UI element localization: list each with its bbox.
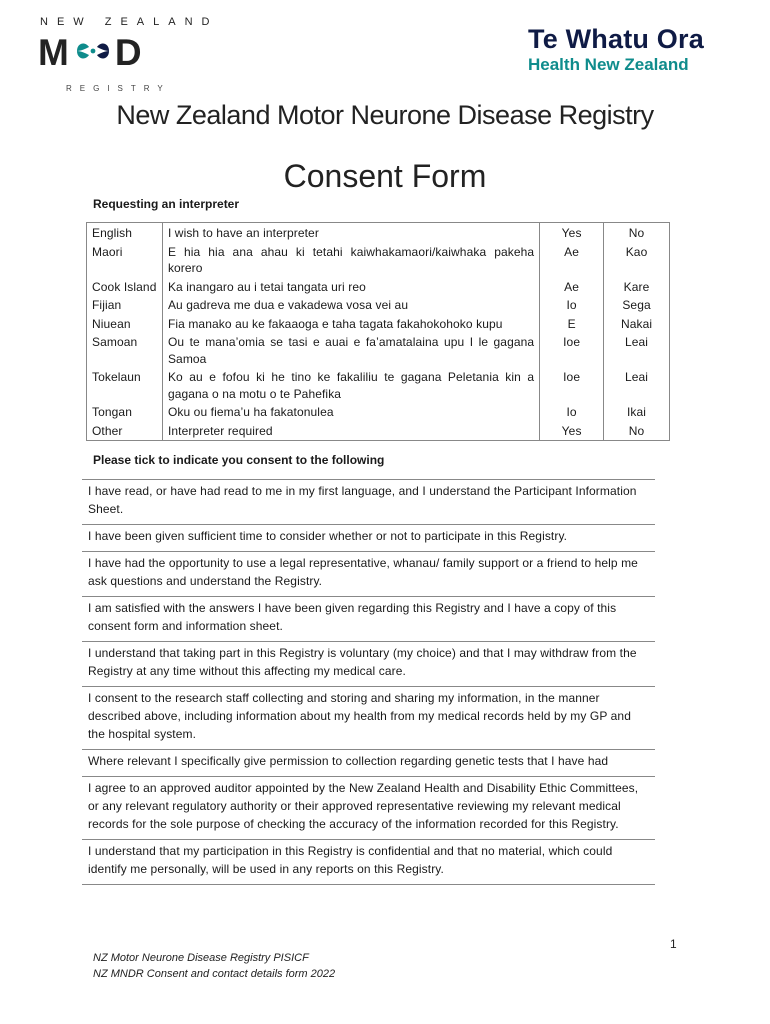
no-option-cell[interactable]: Kao [604, 243, 670, 278]
logo-top-text: NEW ZEALAND [40, 16, 219, 28]
request-text-cell: Fia manako au ke fakaaoga e taha tagata fakahokohoko kupu [162, 315, 539, 334]
no-option-cell[interactable]: Sega [604, 296, 670, 315]
no-option-cell[interactable]: No [604, 223, 670, 243]
interpreter-row [87, 278, 670, 297]
language-cell: Niuean [87, 315, 163, 334]
logo-main-text [38, 32, 144, 74]
interpreter-row [87, 333, 670, 368]
no-option-cell[interactable]: No [604, 422, 670, 441]
language-cell: Other [87, 422, 163, 441]
language-cell: Fijian [87, 296, 163, 315]
interpreter-row [87, 422, 670, 441]
language-cell: Tokelaun [87, 368, 163, 403]
interpreter-row [87, 223, 670, 243]
interpreter-row [87, 403, 670, 422]
te-whatu-ora-logo [528, 24, 738, 76]
interpreter-row [87, 296, 670, 315]
request-text-cell: Au gadreva me dua e vakadewa vosa vei au [162, 296, 539, 315]
interpreter-row [87, 243, 670, 278]
yes-option-cell[interactable]: Ioe [540, 368, 604, 403]
yes-option-cell[interactable]: Yes [540, 223, 604, 243]
interpreter-row [87, 368, 670, 403]
yes-option-cell[interactable]: Io [540, 296, 604, 315]
logo-te-whatu-ora: Te Whatu Ora [528, 24, 704, 54]
leaf-n-icon [71, 34, 115, 66]
no-option-cell[interactable]: Leai [604, 333, 670, 368]
language-cell: Samoan [87, 333, 163, 368]
interpreter-heading: Requesting an interpreter [93, 197, 240, 211]
consent-statement[interactable]: I understand that taking part in this Registry is voluntary (my choice) and that I may withdraw from the Registry at any time without this affecting my medical care. [82, 641, 655, 686]
interpreter-row [87, 315, 670, 334]
yes-option-cell[interactable]: E [540, 315, 604, 334]
logo-bottom-text: REGISTRY [66, 84, 171, 93]
language-cell: English [87, 223, 163, 243]
language-cell: Tongan [87, 403, 163, 422]
consent-statement[interactable]: I agree to an approved auditor appointed by the New Zealand Health and Disability Ethic Committees, or any relevant regulatory authority or their approved representative reviewing my relevant medical records for the sole purpose of checking the accuracy of the information recorded for this Registry. [82, 776, 655, 839]
no-option-cell[interactable]: Nakai [604, 315, 670, 334]
request-text-cell: Ko au e fofou ki he tino ke fakaliliu te gagana Peletania kin a gagana o na motu o te Pahefika [162, 368, 539, 403]
request-text-cell: Ka inangaro au i tetai tangata uri reo [162, 278, 539, 297]
request-text-cell: E hia hia ana ahau ki tetahi kaiwhakamaori/kaiwhaka pakeha korero [162, 243, 539, 278]
consent-statement[interactable]: I understand that my participation in this Registry is confidential and that no material, which could identify me personally, will be used in any reports on this Registry. [82, 839, 655, 885]
document-title: New Zealand Motor Neurone Disease Registry [116, 100, 654, 130]
interpreter-table [86, 222, 670, 441]
nz-mind-registry-logo [36, 14, 219, 93]
yes-option-cell[interactable]: Ioe [540, 333, 604, 368]
request-text-cell: I wish to have an interpreter [162, 223, 539, 243]
language-cell: Cook Island [87, 278, 163, 297]
consent-list [82, 479, 655, 885]
logo-letter-m: M [38, 32, 71, 73]
footer [93, 950, 335, 982]
consent-heading: Please tick to indicate you consent to the following [93, 453, 385, 467]
language-cell: Maori [87, 243, 163, 278]
footer-line-2: NZ MNDR Consent and contact details form 2022 [93, 968, 336, 980]
consent-statement[interactable]: I have been given sufficient time to consider whether or not to participate in this Registry. [82, 524, 655, 551]
yes-option-cell[interactable]: Ae [540, 278, 604, 297]
page-number: 1 [670, 937, 677, 951]
no-option-cell[interactable]: Ikai [604, 403, 670, 422]
yes-option-cell[interactable]: Yes [540, 422, 604, 441]
consent-statement[interactable]: I have had the opportunity to use a legal representative, whanau/ family support or a friend to help me ask questions and understand the Registry. [82, 551, 655, 596]
consent-statement[interactable]: I am satisfied with the answers I have been given regarding this Registry and I have a copy of this consent form and information sheet. [82, 596, 655, 641]
request-text-cell: Oku ou fiema’u ha fakatonulea [162, 403, 539, 422]
consent-statement[interactable]: I have read, or have had read to me in my first language, and I understand the Participant Information Sheet. [82, 479, 655, 524]
consent-statement[interactable]: Where relevant I specifically give permission to collection regarding genetic tests that I have had [82, 749, 655, 776]
yes-option-cell[interactable]: Ae [540, 243, 604, 278]
logo-health-nz: Health New Zealand [528, 55, 689, 74]
request-text-cell: Ou te mana’omia se tasi e auai e fa’amatalaina upu I le gagana Samoa [162, 333, 539, 368]
request-text-cell: Interpreter required [162, 422, 539, 441]
no-option-cell[interactable]: Kare [604, 278, 670, 297]
document-subtitle: Consent Form [283, 158, 487, 194]
no-option-cell[interactable]: Leai [604, 368, 670, 403]
footer-line-1: NZ Motor Neurone Disease Registry PISICF [93, 952, 309, 964]
logo-letter-d: D [114, 32, 144, 73]
consent-statement[interactable]: I consent to the research staff collecting and storing and sharing my information, in the manner described above, including information about my health from my medical records held by my GP and the hospital system. [82, 686, 655, 749]
yes-option-cell[interactable]: Io [540, 403, 604, 422]
